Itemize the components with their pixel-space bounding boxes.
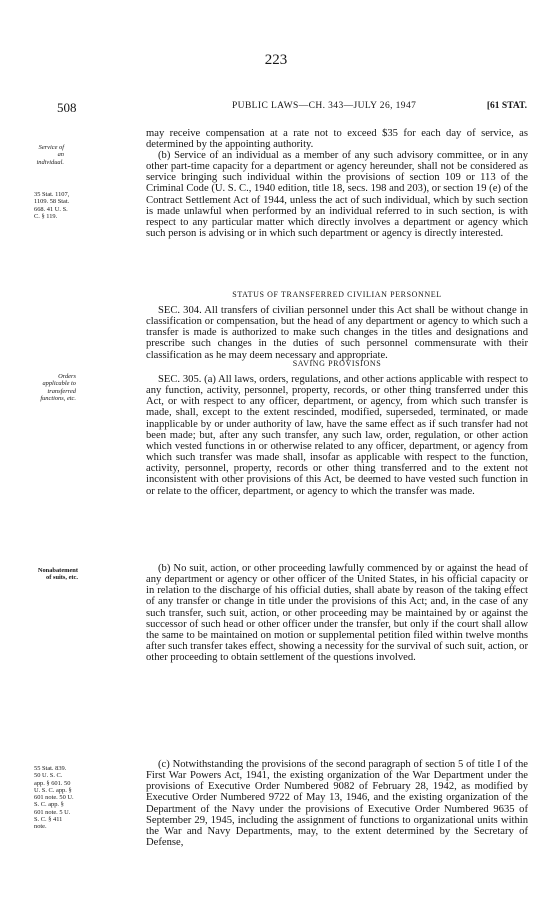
running-head [57,100,527,116]
paragraph-b: (b) Service of an individual as a member of any such advisory committee, or in any other part-time capacity for a department or agency hereunder, shall not be considered as service bringing such individual within the provisions of section 109 or 113 of the Criminal Code (U. S. C., 1940 edition, title 18, secs. 198 and 203), or section 19 (e) of the Contract Settlement Act of 1944, unless the act of such individual, which by such section is made unlawful when performed by an individual referred to in such section, is with respect to any particular matter which directly involves a department or agency which such person is advising or in which such department or agency is directly interested. [146,150,528,240]
paragraph-continued: may receive compensation at a rate not to exceed $35 for each day of service, as determined by the appointing authority. [146,128,528,151]
running-head-page: 508 [57,100,77,115]
section-304: SEC. 304. All transfers of civilian personnel under this Act shall be without change in classification or compensation, but the head of any department or agency to which such a transfer is made is authorized to make such changes in the titles and designations and prescribe such changes in the duties of such personnel commensurate with their classification as he may deem necessary and appropriate. [146,305,528,361]
section-305-b: (b) No suit, action, or other proceeding lawfully commenced by or against the head of any department or agency or other officer of the United States, in his official capacity or in relation to the discharge of his official duties, shall abate by reason of the taking effect of any transfer or change in title under the provisions of this Act; and, in the case of any such transfer, such suit, action, or other proceeding may be maintained by or against the successor of such head or other officer under the transfer, but only if the court shall allow the same to be maintained on motion or supplemental petition filed within twelve months after such transfer takes effect, showing a necessity for the survival of such suit, action, or other proceeding to obtain settlement of the questions involved. [146,563,528,664]
margin-note-nonabatement: Nonabatement of suits, etc. [37,567,78,582]
running-head-volume: [61 STAT. [486,101,527,111]
margin-note-citations-1: 35 Stat. 1107, 1109. 58 Stat. 668. 41 U. S. C. § 119. [34,191,70,220]
margin-note-orders: Orders applicable to transferred functions, etc. [40,373,76,402]
page-number: 223 [264,52,288,68]
heading-status-personnel: STATUS OF TRANSFERRED CIVILIAN PERSONNEL [232,290,442,299]
running-head-title: PUBLIC LAWS—CH. 343—JULY 26, 1947 [232,101,417,111]
margin-note-service: Service of an individual. [36,144,64,166]
margin-note-citations-2: 55 Stat. 839. 50 U. S. C. app. § 601. 50 U. S. C. app. § 601 note. 50 U. S. C. app. § 601 note. 5 U. S. C. § 411 note. [34,765,74,831]
section-305-a: SEC. 305. (a) All laws, orders, regulations, and other actions applicable with respect to any function, activity, personnel, property, records, or other thing transferred under this Act, or with respect to any officer, department, or agency, from which such transfer is made, shall, except to the extent rescinded, modified, superseded, terminated, or made inapplicable by or under authority of law, have the same effect as if such transfer had not been made; but, after any such transfer, any such law, order, regulation, or other action which vested functions in or otherwise related to any officer, department, or agency from which such transfer was made shall, insofar as applicable with respect to the function, activity, personnel, property, records or other thing transferred and to the extent not inconsistent with other provisions of this Act, be deemed to have vested such function in or relate to the officer, department, or agency to which the transfer was made. [146,374,528,497]
heading-saving-provisions: SAVING PROVISIONS [292,359,382,368]
section-305-c: (c) Notwithstanding the provisions of the second paragraph of section 5 of title I of the First War Powers Act, 1941, the existing organization of the War Department under the provisions of Executive Order Numbered 9082 of February 28, 1942, as modified by Executive Order Numbered 9722 of May 13, 1946, and the existing organization of the Department of the Navy under the provisions of Executive Order Numbered 9635 of September 29, 1945, including the assignment of functions to organizational units within the War and Navy Departments, may, to the extent determined by the Secretary of Defense, [146,759,528,849]
